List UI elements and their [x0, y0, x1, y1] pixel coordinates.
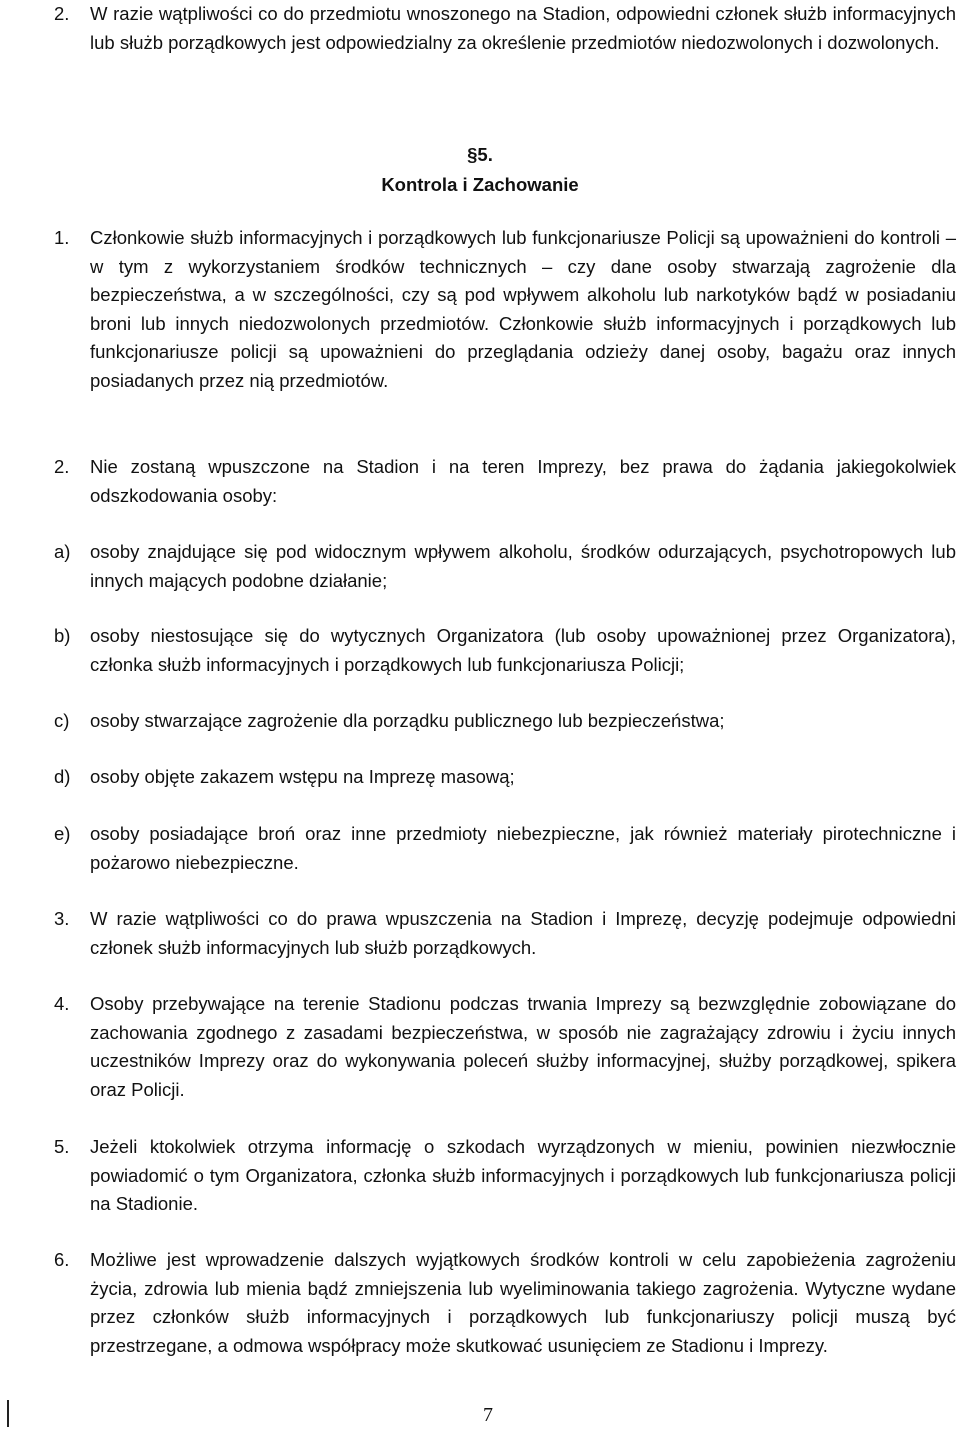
item-text: W razie wątpliwości co do przedmiotu wnoszonego na Stadion, odpowiedni członek służb informacyjnych lub służb porządkowych jest odpowiedzialny za określenie przedmiotów niedozwolonych i dozwolonych.	[90, 3, 956, 53]
section-title: Kontrola i Zachowanie	[381, 174, 579, 195]
page-number: 7	[483, 1404, 493, 1426]
item-number: 6.	[54, 1249, 70, 1270]
item-text: osoby posiadające broń oraz inne przedmioty niebezpieczne, jak również materiały pirotechniczne i pożarowo niebezpieczne.	[90, 823, 956, 873]
item-text: Jeżeli ktokolwiek otrzyma informację o szkodach wyrządzonych w mieniu, powinien niezwłocznie powiadomić o tym Organizatora, członka służb informacyjnych i porządkowych lub funkcjonariusza policji na Stadionie.	[90, 1136, 956, 1215]
list-item	[54, 905, 956, 962]
item-number: e)	[54, 823, 71, 844]
list-item	[54, 707, 956, 736]
item-text: Możliwe jest wprowadzenie dalszych wyjątkowych środków kontroli w celu zapobieżenia zagrożeniu życia, zdrowia lub mienia bądź zmniejszenia lub wyeliminowania takiego zagrożenia. Wytyczne wydane przez członków służb informacyjnych i porządkowych lub funkcjonariuszy policji muszą być przestrzegane, a odmowa współpracy może skutkować usunięciem ze Stadionu i Imprezy.	[90, 1249, 956, 1356]
list-item	[54, 763, 956, 792]
item-text: osoby znajdujące się pod widocznym wpływem alkoholu, środków odurzających, psychotropowych lub innych mających podobne działanie;	[90, 541, 956, 591]
section-number: §5.	[467, 144, 493, 165]
list-item	[54, 0, 956, 57]
item-text: W razie wątpliwości co do prawa wpuszczenia na Stadion i Imprezę, decyzję podejmuje odpowiedni członek służb informacyjnych lub służb porządkowych.	[90, 908, 956, 958]
item-number: d)	[54, 766, 71, 787]
item-number: 1.	[54, 227, 70, 248]
item-text: Członkowie służb informacyjnych i porządkowych lub funkcjonariusze Policji są upoważnieni do kontroli – w tym z wykorzystaniem środków technicznych – czy dane osoby stwarzają zagrożenie dla bezpieczeństwa, a w szczególności, czy są pod wpływem alkoholu lub narkotyków bądź w posiadaniu broni lub innych niedozwolonych przedmiotów. Członkowie służb informacyjnych i porządkowych lub funkcjonariusze policji są upoważnieni do przeglądania odzieży danej osoby, bagażu oraz innych posiadanych przez nią przedmiotów.	[90, 227, 956, 391]
list-item	[54, 990, 956, 1104]
item-text: Osoby przebywające na terenie Stadionu podczas trwania Imprezy są bezwzględnie zobowiązane do zachowania zgodnego z zasadami bezpieczeństwa, w sposób nie zagrażający zdrowiu i życiu innych uczestników Imprezy oraz do wykonywania poleceń służby informacyjnej, służby porządkowej, spikera oraz Policji.	[90, 993, 956, 1100]
item-number: 4.	[54, 993, 70, 1014]
item-text: osoby objęte zakazem wstępu na Imprezę masową;	[90, 766, 515, 787]
list-item	[54, 224, 956, 396]
list-item	[54, 1246, 956, 1360]
list-item	[54, 1133, 956, 1219]
item-text: osoby niestosujące się do wytycznych Organizatora (lub osoby upoważnionej przez Organizatora), członka służb informacyjnych i porządkowych lub funkcjonariusza Policji;	[90, 625, 956, 675]
list-item	[54, 820, 956, 877]
item-number: 2.	[54, 456, 70, 477]
item-text: Nie zostaną wpuszczone na Stadion i na teren Imprezy, bez prawa do żądania jakiegokolwiek odszkodowania osoby:	[90, 456, 956, 506]
item-number: b)	[54, 625, 71, 646]
list-item	[54, 622, 956, 679]
item-text: osoby stwarzające zagrożenie dla porządku publicznego lub bezpieczeństwa;	[90, 710, 725, 731]
item-number: c)	[54, 710, 70, 731]
item-number: 3.	[54, 908, 70, 929]
item-number: 2.	[54, 3, 70, 24]
item-number: 5.	[54, 1136, 70, 1157]
list-item	[54, 453, 956, 510]
item-number: a)	[54, 541, 71, 562]
list-item	[54, 538, 956, 595]
